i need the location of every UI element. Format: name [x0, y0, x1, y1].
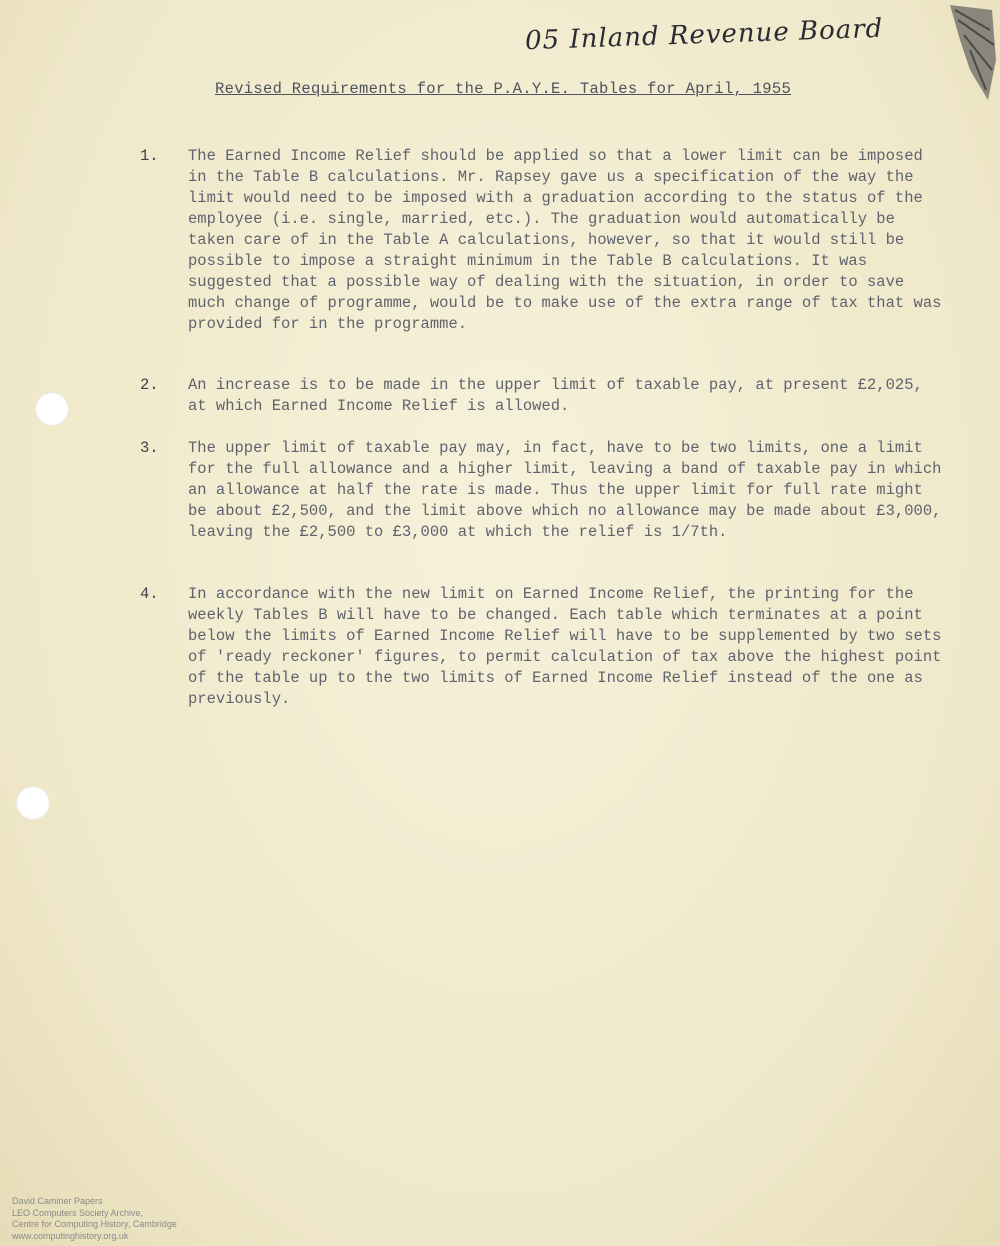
item-number: 2.: [140, 376, 159, 394]
item-text: An increase is to be made in the upper limit of taxable pay, at present £2,025, at which Earned Income Relief is allowed.: [188, 376, 923, 415]
archive-footer: [12, 1196, 177, 1242]
footer-line: LEO Computers Society Archive,: [12, 1207, 144, 1218]
list-item: [140, 146, 950, 335]
item-text: The Earned Income Relief should be applied so that a lower limit can be imposed in the Table B calculations. Mr. Rapsey gave us a specification of the way the limit would need to be imposed with a graduation according to the status of the employee (i.e. single, married, etc.). The graduation would automatically be taken care of in the Table A calculations, however, so that it would still be possible to impose a straight minimum in the Table B calculations. It was suggested that a possible way of dealing with the situation, in order to save much change of programme, would be to make use of the extra range of tax that was provided for in the programme.: [188, 147, 942, 333]
punch-hole: [16, 786, 50, 820]
punch-hole: [35, 392, 69, 426]
handwritten-note: 05 Inland Revenue Board: [524, 13, 884, 57]
footer-line: www.computinghistory.org.uk: [12, 1230, 129, 1241]
corner-scribble-mark: [930, 0, 1000, 120]
list-item: [140, 584, 950, 710]
list-item: [140, 438, 950, 543]
list-item: [140, 375, 950, 417]
item-text: In accordance with the new limit on Earned Income Relief, the printing for the weekly Tables B will have to be changed. Each table which terminates at a point below the limits of Earned Income Relief will have to be supplemented by two sets of 'ready reckoner' figures, to permit calculation of tax above the highest point of the table up to the two limits of Earned Income Relief instead of the one as previously.: [188, 585, 942, 708]
footer-line: Centre for Computing History, Cambridge: [12, 1219, 177, 1229]
footer-line: David Caminer Papers: [12, 1196, 103, 1206]
item-number: 3.: [140, 439, 159, 457]
item-text: The upper limit of taxable pay may, in fact, have to be two limits, one a limit for the full allowance and a higher limit, leaving a band of taxable pay in which an allowance at half the rate is made. Thus the upper limit for full rate might be about £2,500, and the limit above which no allowance may be made about £3,000, leaving the £2,500 to £3,000 at which the relief is 1/7th.: [188, 439, 942, 541]
item-number: 4.: [140, 585, 159, 603]
document-title: Revised Requirements for the P.A.Y.E. Tables for April, 1955: [215, 80, 792, 98]
item-number: 1.: [140, 147, 159, 165]
